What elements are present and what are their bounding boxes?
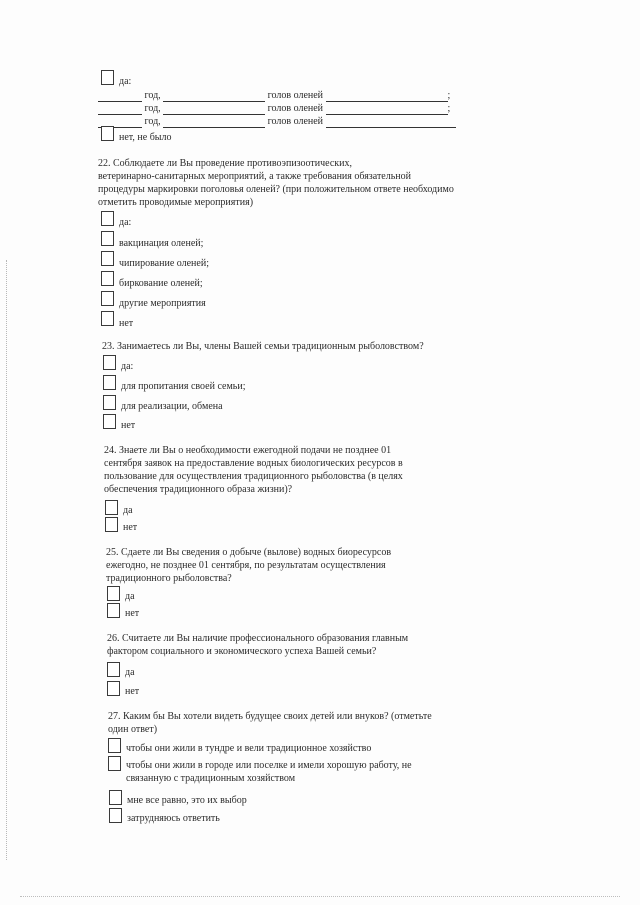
end-mark: ; [447,103,451,114]
year-blank[interactable] [98,105,142,115]
q26-no-checkbox[interactable] [107,681,120,696]
detail-blank[interactable] [326,105,448,115]
q25-text: 25. Сдаете ли Вы сведения о добыче (вылове) водных биоресурсов ежегодно, не позднее 01 сентября, по результатам осуществления традиционного рыболовства? [106,547,392,584]
q22-other-checkbox[interactable] [101,291,114,306]
prev-no-label: нет, не было [119,132,172,143]
q24-yes-checkbox[interactable] [105,500,118,515]
year-label: год, [144,116,161,127]
year-blank[interactable] [98,92,142,102]
q27-city-checkbox[interactable] [108,756,121,771]
q24-text: 24. Знаете ли Вы о необходимости ежегодной подачи не позднее 01 сентября заявок на предоставление водных биологических ресурсов в пользование для осуществления традиционного рыболовства (в целях обеспечения традиционного образа жизни)? [104,445,403,495]
q23-food-checkbox[interactable] [103,375,116,390]
scan-edge-bottom [20,896,620,898]
q27-indifferent-checkbox[interactable] [109,790,122,805]
q23-yes-label: да: [121,361,134,372]
q24-yes-label: да [123,505,133,516]
deer-label: голов оленей [267,90,324,101]
q26-text: 26. Считаете ли Вы наличие профессионального образования главным фактором социального и экономического успеха Вашей семьи? [107,633,409,657]
q24-no-checkbox[interactable] [105,517,118,532]
q27-tundra-label: чтобы они жили в тундре и вели традиционное хозяйство [126,743,372,754]
q25-yes-label: да [125,591,135,602]
q22-text: 22. Соблюдаете ли Вы проведение противоэпизоотических, ветеринарно-санитарных мероприятий, а также требования обязательной процедуры маркировки поголовья оленей? (при положительном ответе необходимо отметить проводимые мероприятия) [98,158,454,208]
prev-yes-checkbox[interactable] [101,70,114,85]
q22-yes-label: да: [119,217,132,228]
q22-chipping-checkbox[interactable] [101,251,114,266]
q27-unsure-label: затрудняюсь ответить [127,813,220,824]
count-blank[interactable] [163,118,265,128]
q23-sale-label: для реализации, обмена [121,401,223,412]
q26-yes-checkbox[interactable] [107,662,120,677]
q26-no-label: нет [125,686,140,697]
q27-unsure-checkbox[interactable] [109,808,122,823]
q25-no-label: нет [125,608,140,619]
end-mark: ; [447,90,451,101]
count-blank[interactable] [163,92,265,102]
q22-no-checkbox[interactable] [101,311,114,326]
q23-text: 23. Занимаетесь ли Вы, члены Вашей семьи традиционным рыболовством? [102,341,424,352]
scan-edge-left [6,260,8,860]
year-label: год, [144,90,161,101]
q23-sale-checkbox[interactable] [103,395,116,410]
q23-no-checkbox[interactable] [103,414,116,429]
q22-chipping-label: чипирование оленей; [119,258,209,269]
prev-no-checkbox[interactable] [101,126,114,141]
q25-yes-checkbox[interactable] [107,586,120,601]
count-blank[interactable] [163,105,265,115]
q26-yes-label: да [125,667,135,678]
q23-no-label: нет [121,420,136,431]
q25-no-checkbox[interactable] [107,603,120,618]
deer-label: голов оленей [267,103,324,114]
q27-city-label: чтобы они жили в городе или поселке и имели хорошую работу, не связанную с традиционным хозяйством [126,760,412,784]
q23-yes-checkbox[interactable] [103,355,116,370]
q24-no-label: нет [123,522,138,533]
q22-other-label: другие мероприятия [119,298,206,309]
q23-food-label: для пропитания своей семьи; [121,381,246,392]
q22-vaccination-checkbox[interactable] [101,231,114,246]
q27-indifferent-label: мне все равно, это их выбор [127,795,247,806]
detail-blank[interactable] [326,118,456,128]
q22-tagging-label: биркование оленей; [119,278,203,289]
q22-vaccination-label: вакцинация оленей; [119,238,204,249]
prev-row-2 [98,102,450,115]
q27-text: 27. Каким бы Вы хотели видеть будущее своих детей или внуков? (отметьте один ответ) [108,711,432,735]
prev-row-3 [98,115,456,128]
q27-tundra-checkbox[interactable] [108,738,121,753]
prev-yes-label: да: [119,76,132,87]
prev-row-1 [98,89,450,102]
detail-blank[interactable] [326,92,448,102]
q22-yes-checkbox[interactable] [101,211,114,226]
q22-tagging-checkbox[interactable] [101,271,114,286]
q22-no-label: нет [119,318,134,329]
deer-label: голов оленей [267,116,324,127]
year-label: год, [144,103,161,114]
